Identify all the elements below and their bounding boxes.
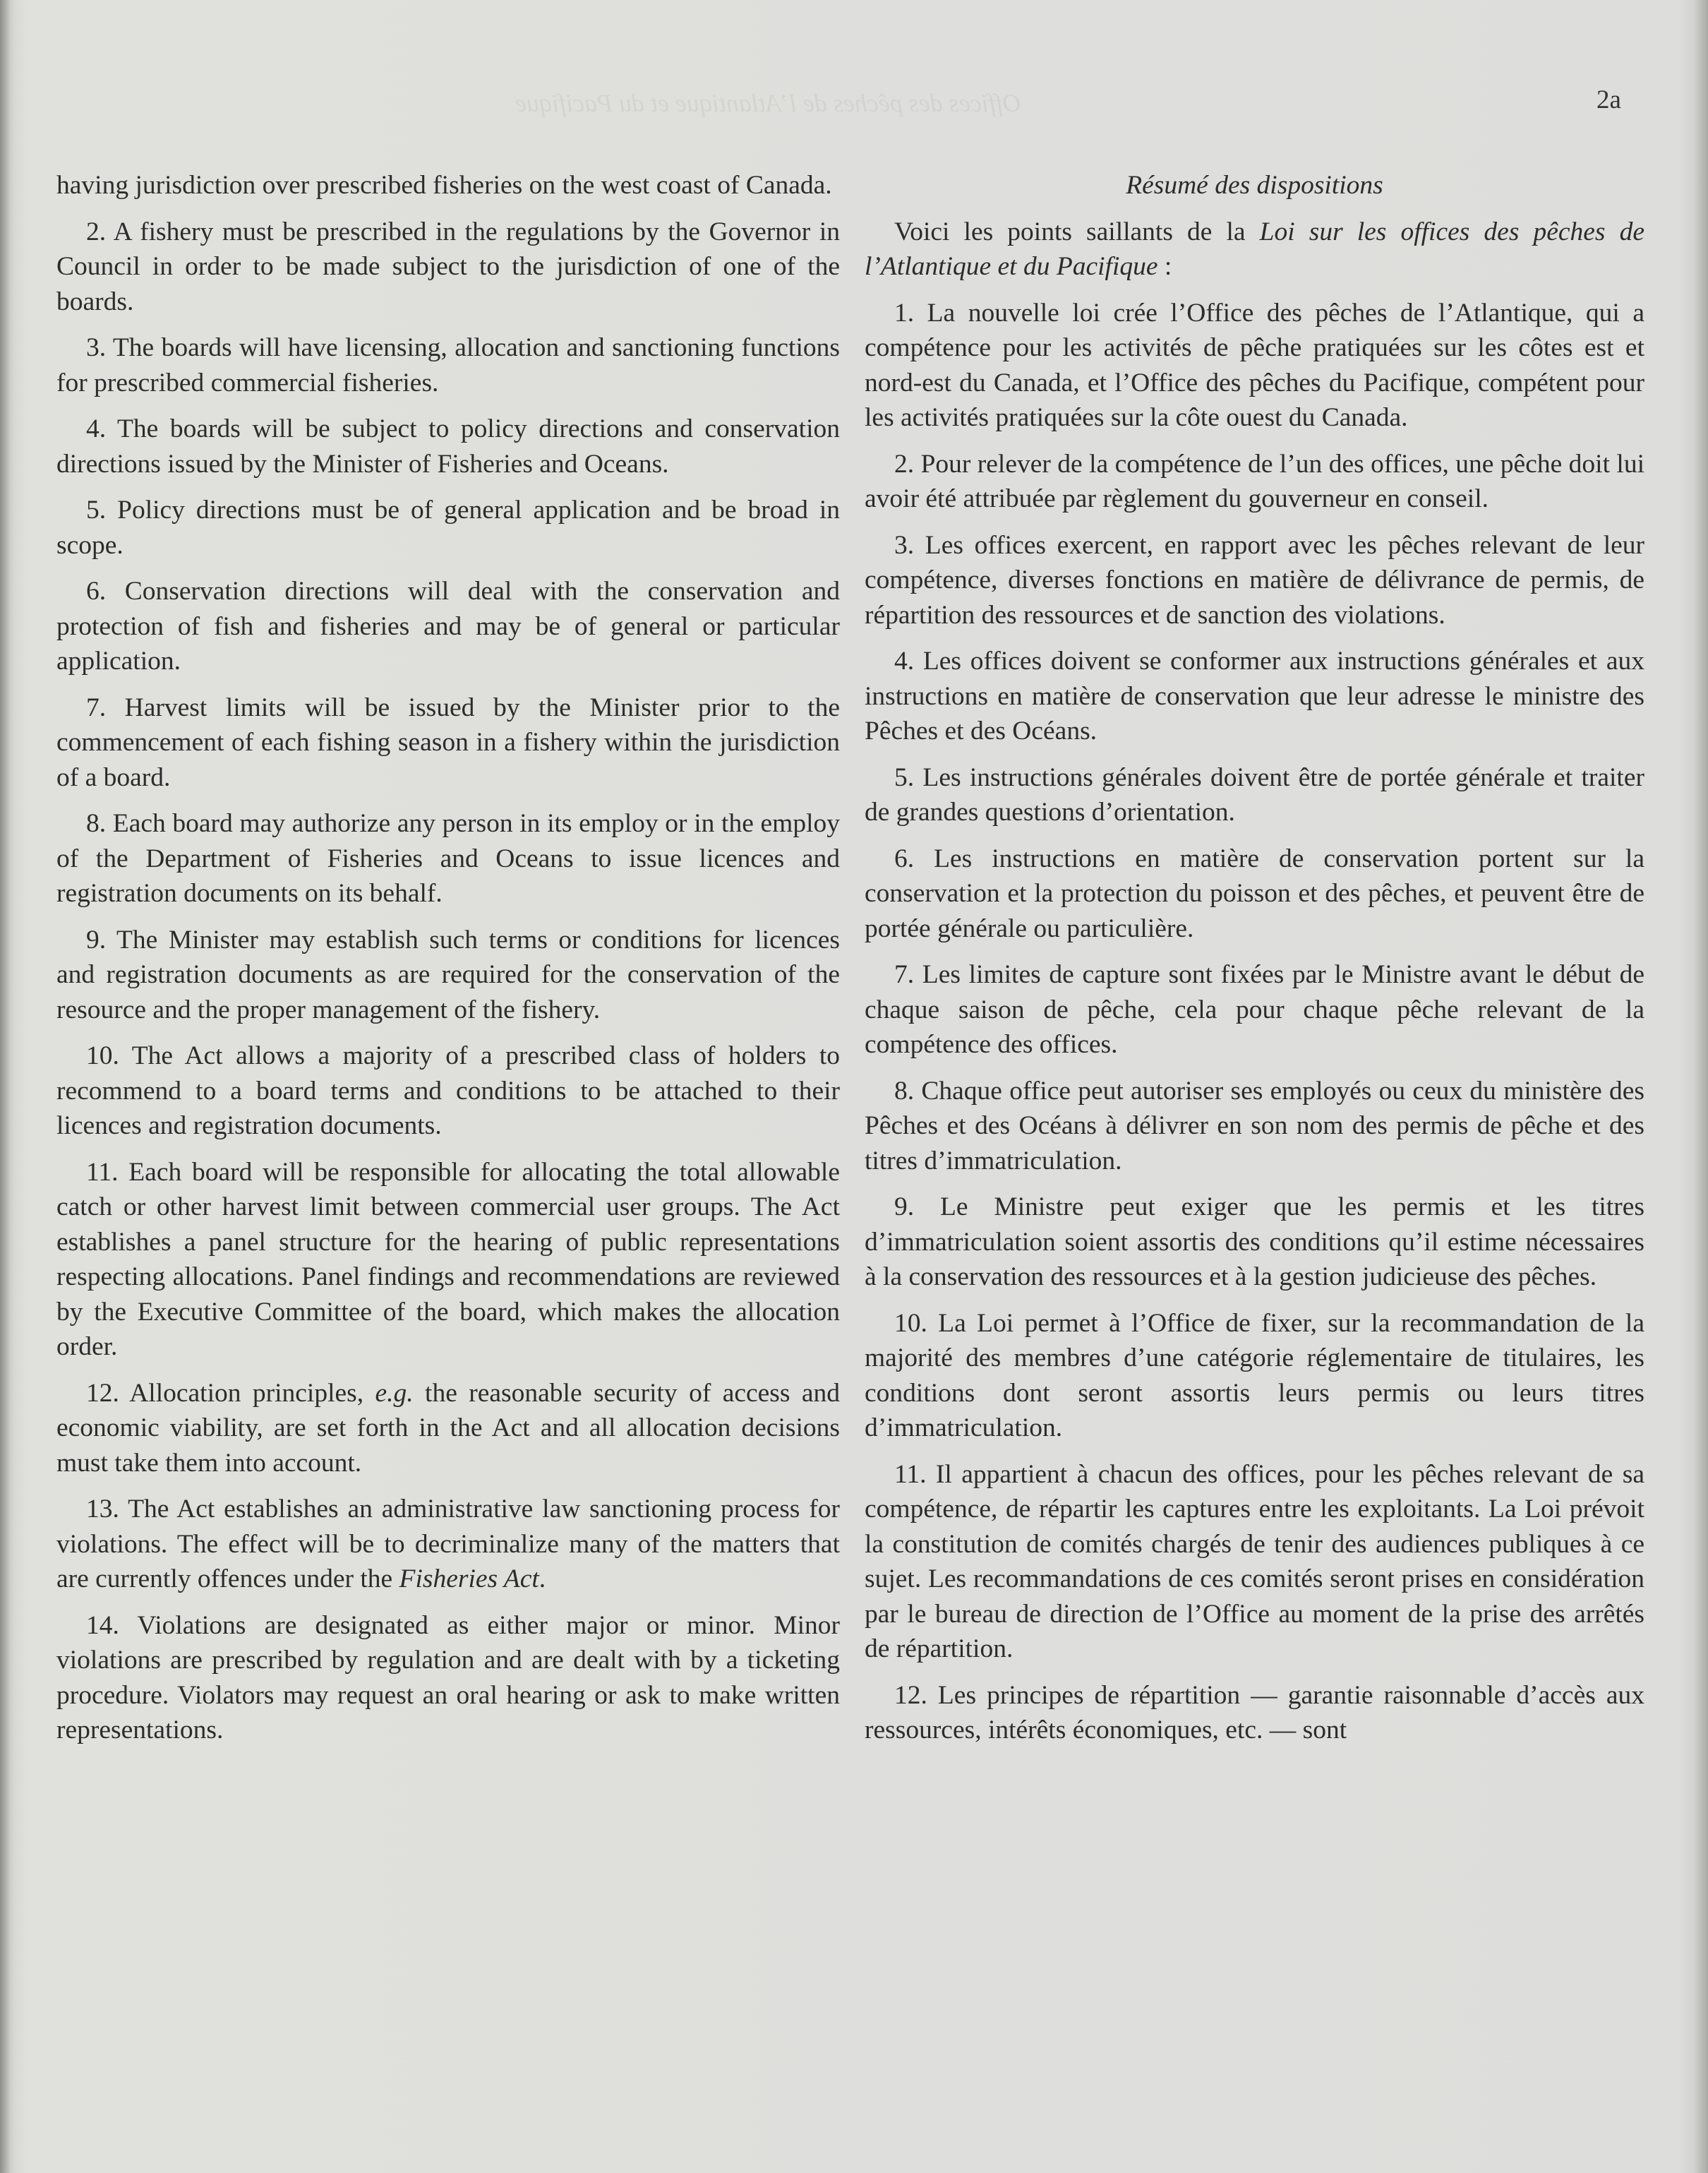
paragraph-fr-8: 8. Chaque office peut autoriser ses employés ou ceux du ministère des Pêches et des Océans à délivrer en son nom des permis de pêche et des titres d’immatriculation.	[865, 1076, 1644, 1175]
english-column	[56, 168, 840, 1759]
paragraph-5: 5. Policy directions must be of general application and be broad in scope.	[56, 496, 840, 560]
paragraph-13-text-a: 13. The Act establishes an administrative law sanctioning process for violations. The effect will be to decriminalize many of the matters that are currently offences under the	[56, 1495, 840, 1593]
paragraph-fr-9: 9. Le Ministre peut exiger que les permis et les titres d’immatriculation soient assortis des conditions qu’il estime nécessaires à la conservation des ressources et à la gestion judicieuse des pêches.	[865, 1192, 1644, 1291]
intro-text-a: Voici les points saillants de la	[894, 217, 1260, 246]
paragraph-11: 11. Each board will be responsible for allocating the total allowable catch or other harvest limit between commercial user groups. The Act establishes a panel structure for the hearing of public representations respecting allocations. Panel findings and recommendations are reviewed by the Executive Committee of the board, which makes the allocation order.	[56, 1157, 840, 1361]
intro-act-title: Loi sur les offices des pêches de l’Atlantique et du Pacifique	[865, 217, 1644, 281]
intro-text-b: :	[1157, 252, 1172, 281]
paragraph-3: 3. The boards will have licensing, allocation and sanctioning functions for prescribed commercial fisheries.	[56, 333, 840, 397]
paragraph-continued: having jurisdiction over prescribed fisheries on the west coast of Canada.	[56, 171, 832, 200]
paragraph-10: 10. The Act allows a majority of a prescribed class of holders to recommend to a board terms and conditions to be attached to their licences and registration documents.	[56, 1041, 840, 1140]
page-edge-shadow	[1692, 0, 1708, 2173]
paragraph-7: 7. Harvest limits will be issued by the Minister prior to the commencement of each fishing season in a fishery within the jurisdiction of a board.	[56, 693, 840, 792]
paragraph-4: 4. The boards will be subject to policy directions and conservation directions issued by the Minister of Fisheries and Oceans.	[56, 414, 840, 479]
paragraph-fr-5: 5. Les instructions générales doivent être de portée générale et traiter de grandes questions d’orientation.	[865, 762, 1644, 827]
paragraph-12-text-b: the reasonable security of access and economic viability, are set forth in the Act and all allocation decisions must take them into account.	[56, 1378, 840, 1478]
section-heading: Résumé des dispositions	[1126, 171, 1383, 200]
page-binding-shadow	[0, 0, 10, 2173]
paragraph-fr-1: 1. La nouvelle loi crée l’Office des pêches de l’Atlantique, qui a compétence pour les activités de pêche pratiquées sur les côtes est et nord-est du Canada, et l’Office des pêches du Pacifique, compétent pour les activités pratiquées sur la côte ouest du Canada.	[865, 298, 1644, 432]
french-column	[865, 168, 1644, 1759]
paragraph-13-text-b: .	[539, 1564, 546, 1593]
paragraph-2: 2. A fishery must be prescribed in the regulations by the Governor in Council in order to be made subject to the jurisdiction of one of the boards.	[56, 217, 840, 316]
intro-paragraph	[865, 215, 1644, 285]
paragraph-6: 6. Conservation directions will deal with the conservation and protection of fish and fisheries and may be of general or particular application.	[56, 577, 840, 676]
paragraph-fr-2: 2. Pour relever de la compétence de l’un des offices, une pêche doit lui avoir été attribuée par règlement du gouverneur en conseil.	[865, 449, 1644, 513]
paragraph-12-text-a: 12. Allocation principles,	[86, 1378, 375, 1408]
paragraph-13	[56, 1492, 840, 1597]
paragraph-12	[56, 1376, 840, 1481]
paragraph-fr-6: 6. Les instructions en matière de conservation portent sur la conservation et la protection du poisson et des pêches, et peuvent être de portée générale ou particulière.	[865, 844, 1644, 943]
paragraph-fr-12: 12. Les principes de répartition — garantie raisonnable d’accès aux ressources, intérêts économiques, etc. — sont	[865, 1680, 1644, 1744]
paragraph-13-act-title: Fisheries Act	[399, 1564, 539, 1593]
paragraph-9: 9. The Minister may establish such terms or conditions for licences and registration documents as are required for the conservation of the resource and the proper management of the fishery.	[56, 925, 840, 1024]
paragraph-fr-4: 4. Les offices doivent se conformer aux instructions générales et aux instructions en matière de conservation que leur adresse le ministre des Pêches et des Océans.	[865, 647, 1644, 746]
paragraph-fr-3: 3. Les offices exercent, en rapport avec les pêches relevant de leur compétence, diverses fonctions en matière de délivrance de permis, de répartition des ressources et de sanction des violations.	[865, 530, 1644, 630]
paragraph-12-emphasis: e.g.	[375, 1378, 414, 1408]
paragraph-fr-10: 10. La Loi permet à l’Office de fixer, sur la recommandation de la majorité des membres d’une catégorie réglementaire de titulaires, les conditions dont seront assortis leurs permis ou leurs titres d’immatriculation.	[865, 1308, 1644, 1442]
paragraph-fr-7: 7. Les limites de capture sont fixées par le Ministre avant le début de chaque saison de pêche, cela pour chaque pêche relevant de la compétence des offices.	[865, 960, 1644, 1059]
paragraph-fr-11: 11. Il appartient à chacun des offices, pour les pêches relevant de sa compétence, de répartir les captures entre les exploitants. La Loi prévoit la constitution de comités chargés de tenir des audiences publiques à ce sujet. Les recommandations de ces comités seront prises en considération par le bureau de direction de l’Office au moment de la prise des arrêtés de répartition.	[865, 1459, 1644, 1663]
paragraph-14: 14. Violations are designated as either major or minor. Minor violations are prescribed by regulation and are dealt with by a ticketing procedure. Violators may request an oral hearing or ask to make written representations.	[56, 1610, 840, 1744]
page-number: 2a	[1596, 85, 1621, 114]
paragraph-8: 8. Each board may authorize any person in its employ or in the employ of the Department of Fisheries and Oceans to issue licences and registration documents on its behalf.	[56, 809, 840, 908]
bleed-through-text: Offices des pêches de l’Atlantique et du Pacifique	[515, 89, 1021, 117]
